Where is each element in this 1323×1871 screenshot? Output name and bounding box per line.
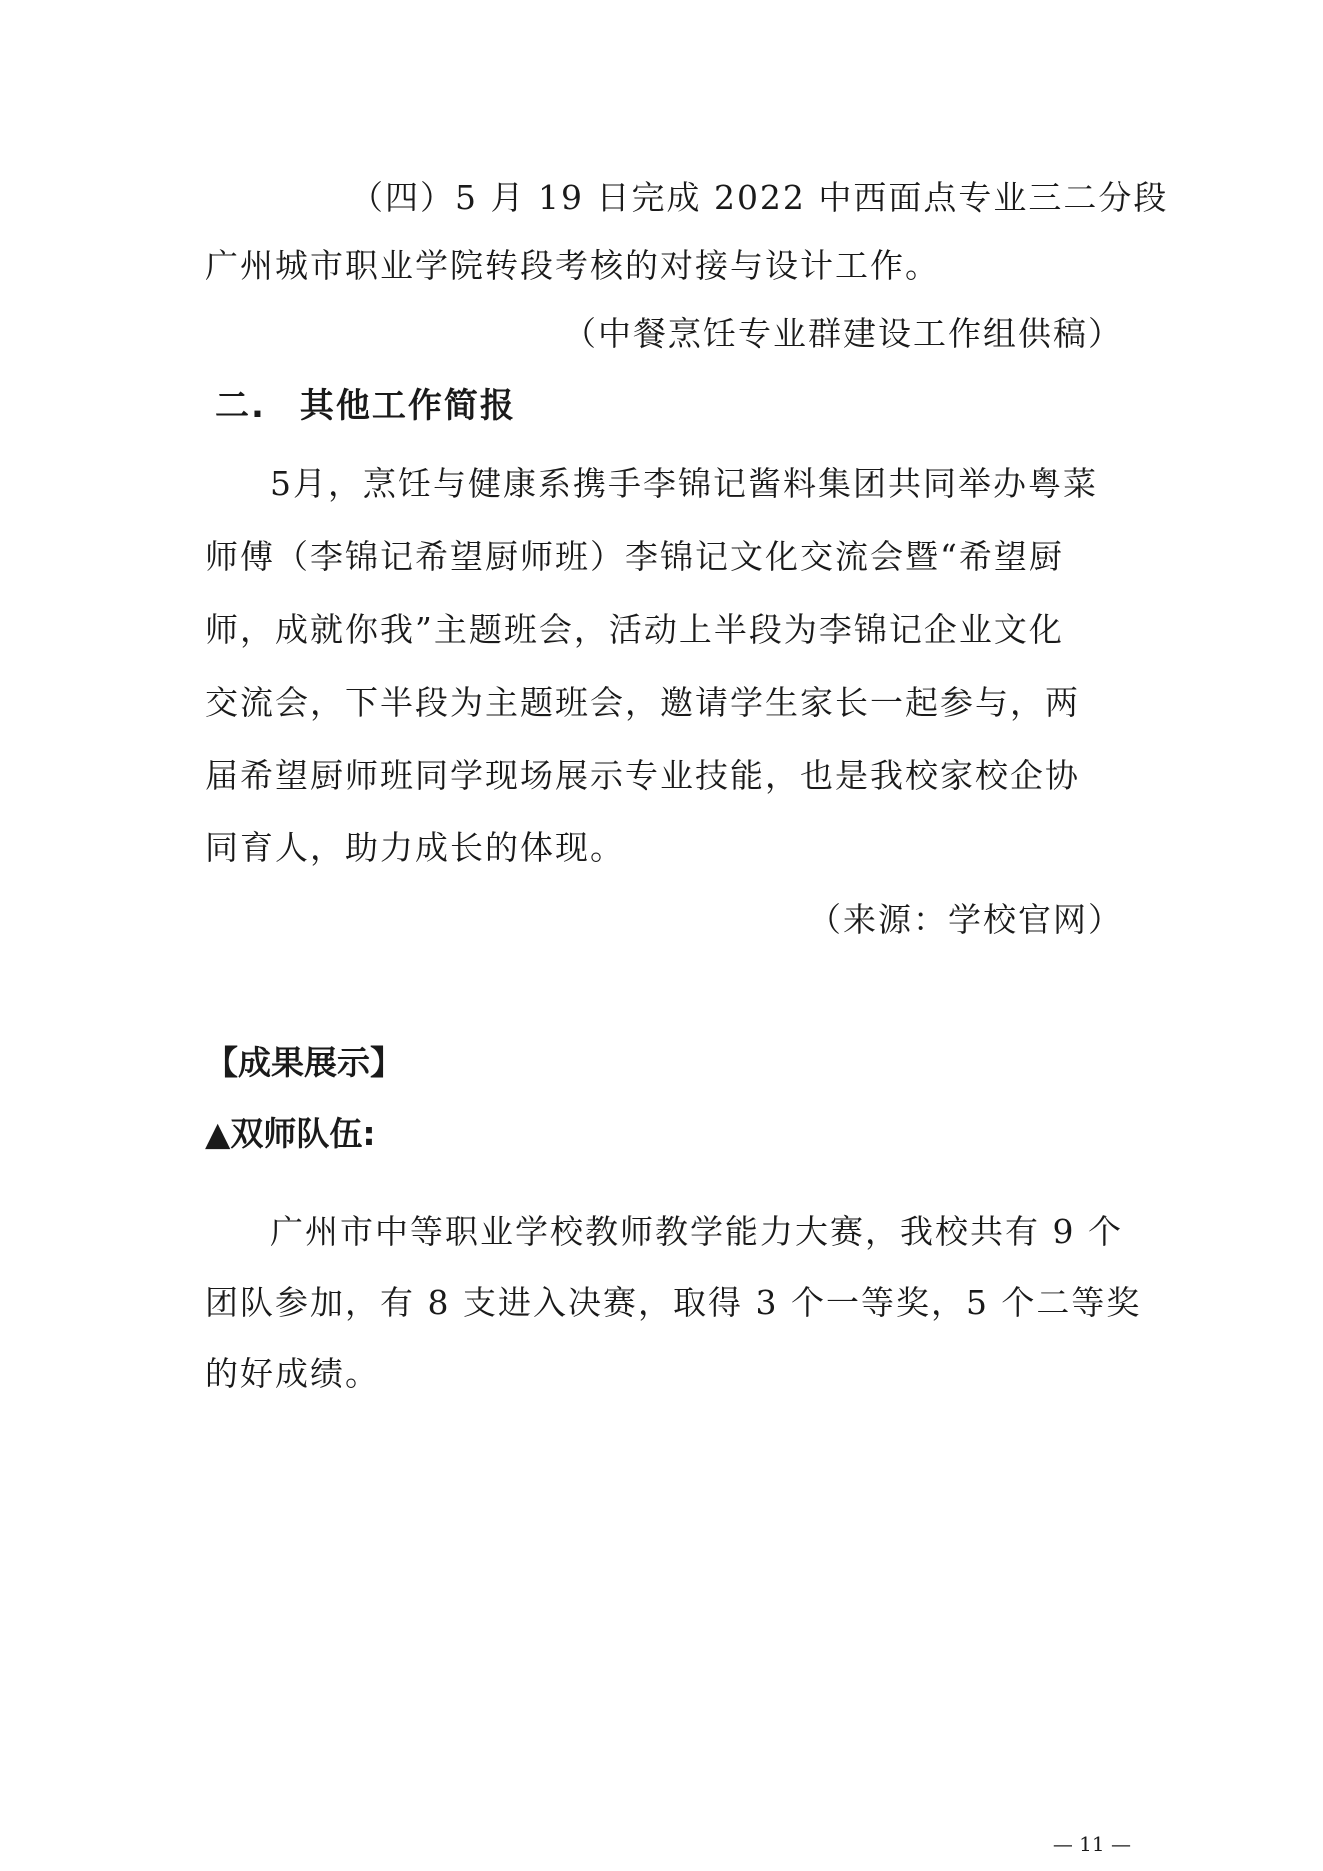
achievements-subtitle: ▲双师队伍: xyxy=(205,1114,376,1153)
section4-credit: （中餐烹饪专业群建设工作组供稿） xyxy=(563,314,1123,353)
section4-line-2: 广州城市职业学院转段考核的对接与设计工作。 xyxy=(205,246,940,285)
section2-paragraph-line-6: 同育人，助力成长的体现。 xyxy=(205,828,625,867)
section2-title: 其他工作简报 xyxy=(299,386,516,426)
section2-paragraph-line-2: 师傅（李锦记希望厨师班）李锦记文化交流会暨“希望厨 xyxy=(205,537,1064,576)
page-number: — 11 — xyxy=(1052,1832,1131,1856)
achievements-paragraph-line-3: 的好成绩。 xyxy=(205,1354,380,1393)
section2-paragraph-line-4: 交流会，下半段为主题班会，邀请学生家长一起参与，两 xyxy=(205,683,1080,722)
achievements-title: 【成果展示】 xyxy=(205,1043,403,1082)
section2-paragraph-line-3: 师，成就你我”主题班会，活动上半段为李锦记企业文化 xyxy=(205,610,1064,649)
achievements-paragraph-line-2: 团队参加，有 8 支进入决赛，取得 3 个一等奖，5 个二等奖 xyxy=(205,1283,1142,1322)
section2-heading xyxy=(215,386,516,426)
achievements-paragraph-line-1: 广州市中等职业学校教师教学能力大赛，我校共有 9 个 xyxy=(270,1212,1123,1251)
section2-number: 二. xyxy=(215,386,266,426)
section2-paragraph-line-1: 5月，烹饪与健康系携手李锦记酱料集团共同举办粤菜 xyxy=(270,464,1098,503)
section4-line-1: （四）5 月 19 日完成 2022 中西面点专业三二分段 xyxy=(350,178,1169,217)
section2-source: （来源：学校官网） xyxy=(808,900,1123,939)
section2-paragraph-line-5: 届希望厨师班同学现场展示专业技能，也是我校家校企协 xyxy=(205,756,1080,795)
